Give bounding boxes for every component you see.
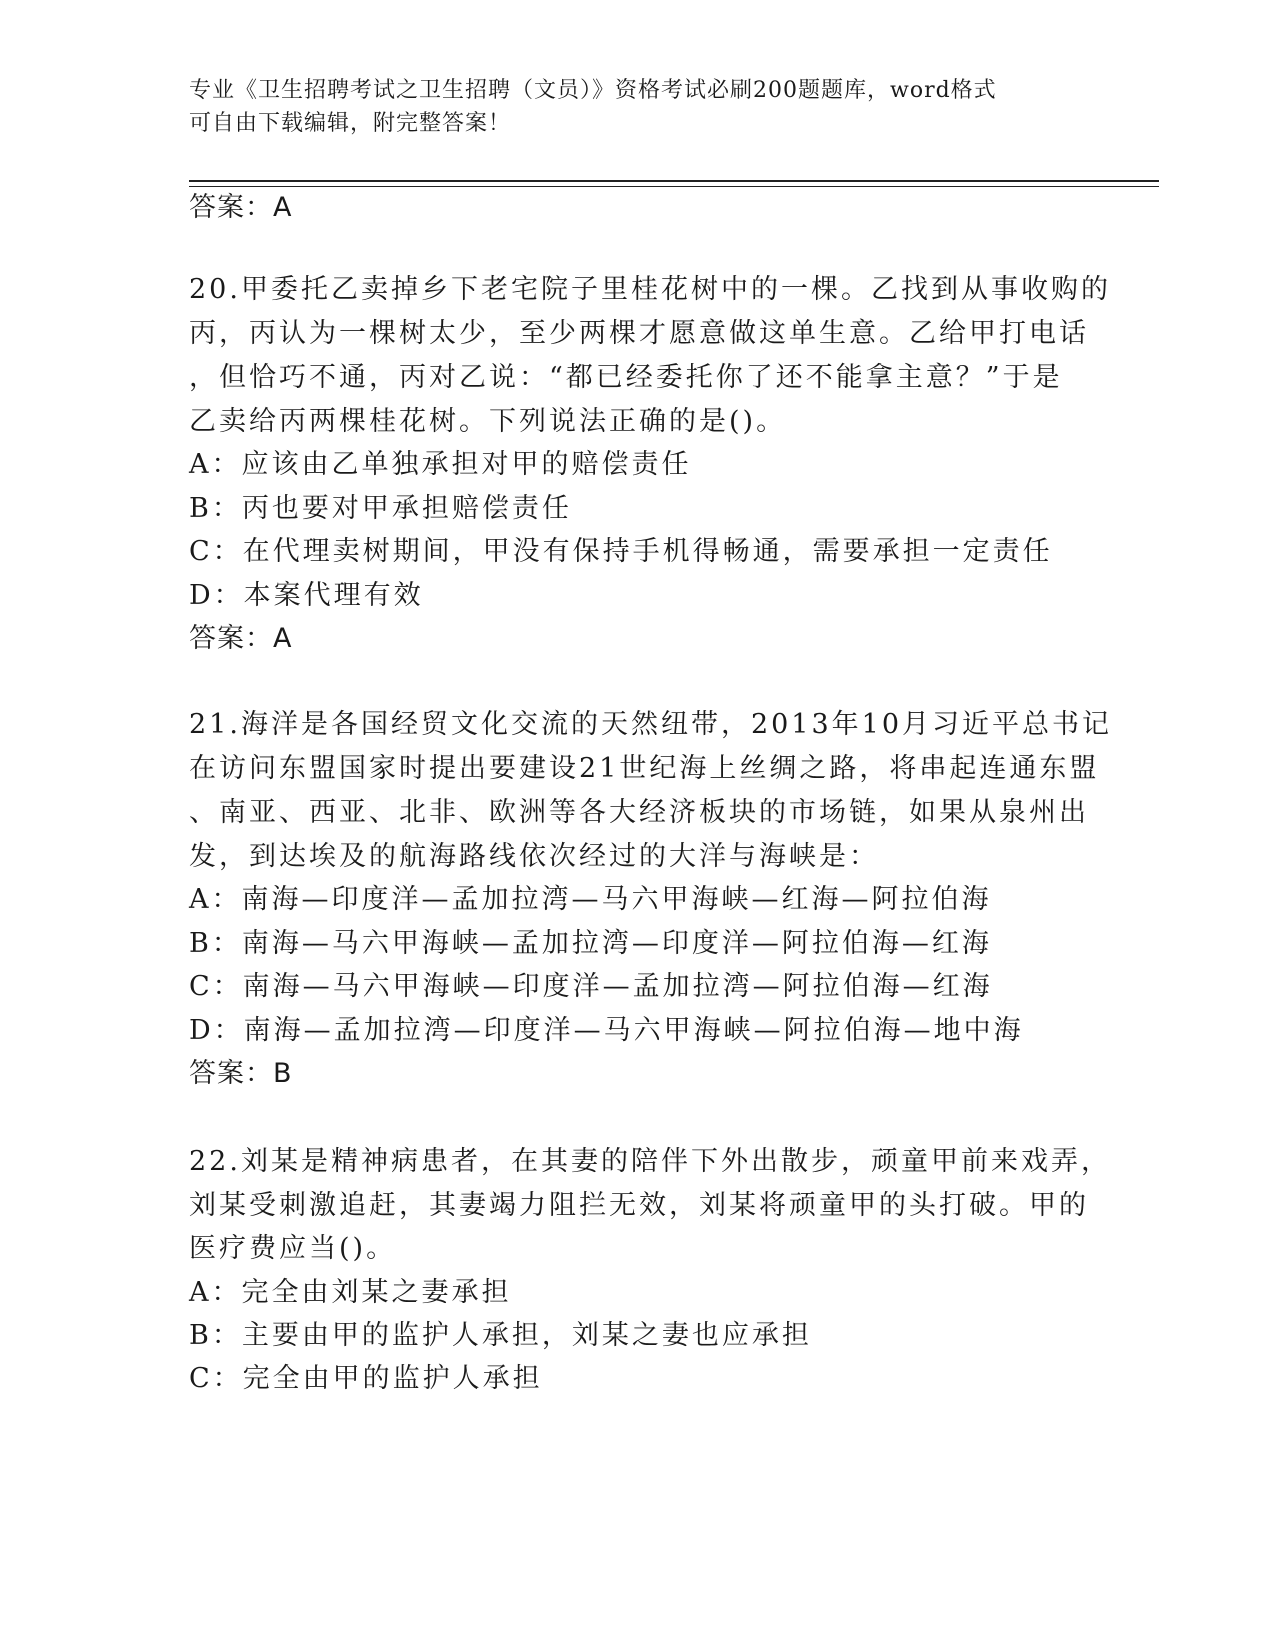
question-21-option-a: A：南海—印度洋—孟加拉湾—马六甲海峡—红海—阿拉伯海 — [189, 884, 992, 915]
question-20-text-line: 乙卖给丙两棵桂花树。下列说法正确的是()。 — [189, 406, 787, 437]
question-21-text-line: 在访问东盟国家时提出要建设21世纪海上丝绸之路，将串起连通东盟 — [189, 753, 1100, 784]
question-20-option-d: D：本案代理有效 — [189, 580, 424, 611]
question-21-option-b: B：南海—马六甲海峡—孟加拉湾—印度洋—阿拉伯海—红海 — [189, 928, 992, 959]
question-21-option-c: C：南海—马六甲海峡—印度洋—孟加拉湾—阿拉伯海—红海 — [189, 971, 993, 1002]
header-line-1: 专业《卫生招聘考试之卫生招聘（文员）》资格考试必刷200题题库，word格式 — [189, 78, 997, 103]
question-22-text-line: 刘某受刺激追赶，其妻竭力阻拦无效，刘某将顽童甲的头打破。甲的 — [189, 1190, 1089, 1221]
question-21-option-d: D：南海—孟加拉湾—印度洋—马六甲海峡—阿拉伯海—地中海 — [189, 1015, 1024, 1046]
question-20-option-a: A：应该由乙单独承担对甲的赔偿责任 — [189, 449, 692, 480]
header-rule-bottom — [189, 186, 1159, 187]
question-21-text-line: 21.海洋是各国经贸文化交流的天然纽带，2013年10月习近平总书记 — [189, 709, 1113, 740]
previous-answer: 答案：A — [189, 192, 293, 223]
question-20-text-line: 丙，丙认为一棵树太少，至少两棵才愿意做这单生意。乙给甲打电话 — [189, 318, 1089, 349]
question-20-option-c: C：在代理卖树期间，甲没有保持手机得畅通，需要承担一定责任 — [189, 536, 1053, 567]
question-20-text-line: ，但恰巧不通，丙对乙说：“都已经委托你了还不能拿主意？”于是 — [189, 362, 1063, 393]
question-21-answer: 答案：B — [189, 1058, 293, 1089]
header-rule-top — [189, 180, 1159, 182]
question-22-text-line: 22.刘某是精神病患者，在其妻的陪伴下外出散步，顽童甲前来戏弄， — [189, 1146, 1111, 1177]
document-header — [189, 74, 1089, 140]
question-21-text-line: 、南亚、西亚、北非、欧洲等各大经济板块的市场链，如果从泉州出 — [189, 797, 1089, 828]
question-20-text-line: 20.甲委托乙卖掉乡下老宅院子里桂花树中的一棵。乙找到从事收购的 — [189, 274, 1111, 305]
question-21-text-line: 发，到达埃及的航海路线依次经过的大洋与海峡是： — [189, 841, 879, 872]
question-20-option-b: B：丙也要对甲承担赔偿责任 — [189, 493, 572, 524]
question-22-text-line: 医疗费应当()。 — [189, 1233, 397, 1264]
question-22-option-c: C：完全由甲的监护人承担 — [189, 1363, 543, 1394]
header-line-2: 可自由下载编辑，附完整答案！ — [189, 111, 512, 136]
question-22-option-b: B：主要由甲的监护人承担，刘某之妻也应承担 — [189, 1320, 812, 1351]
question-20-answer: 答案：A — [189, 623, 293, 654]
question-22-option-a: A：完全由刘某之妻承担 — [189, 1277, 512, 1308]
